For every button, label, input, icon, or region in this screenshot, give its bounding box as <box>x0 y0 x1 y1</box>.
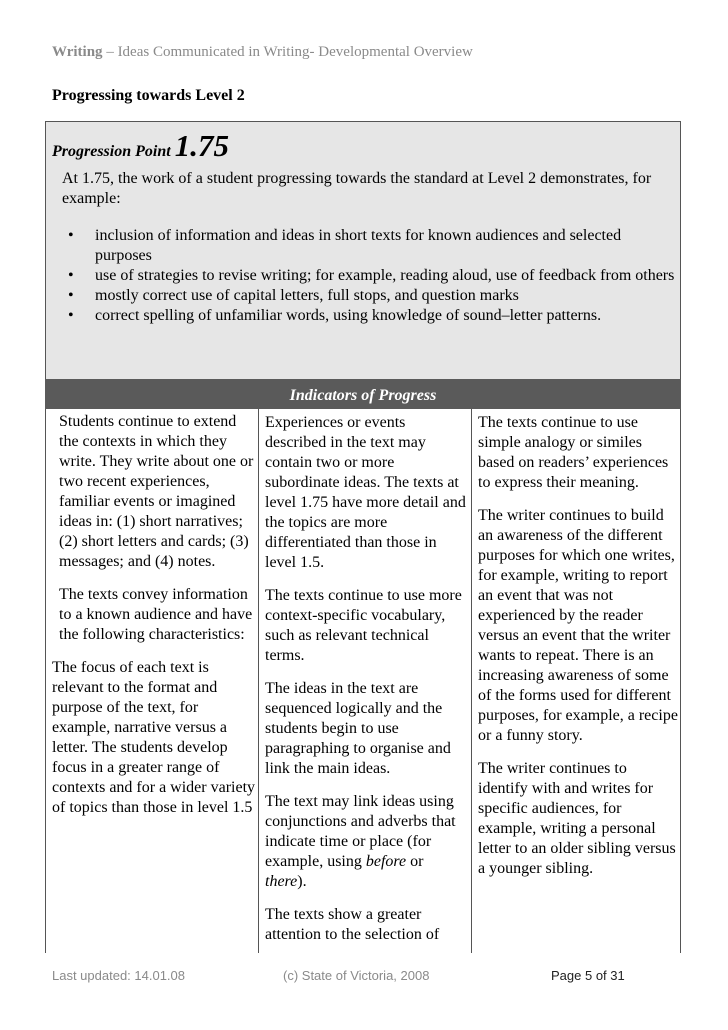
progression-point-label: Progression Point <box>52 143 175 160</box>
paragraph: The writer continues to build an awareness of the different purposes for which one writes, for example, writing to report an event that was not experienced by the reader versus an event that the writer wants to repeat. There is an increasing awareness of some of the forms used for different purposes, for example, a recipe or a funny story. <box>478 507 678 744</box>
list-item: • mostly correct use of capital letters, full stops, and question marks <box>68 287 519 304</box>
paragraph: Experiences or events described in the text may contain two or more subordinate ideas. The texts at level 1.75 have more detail and the topics are more differentiated than those in level 1.5. <box>265 414 466 571</box>
paragraph: The focus of each text is relevant to the format and purpose of the text, for example, narrative versus a letter. The students develop focus in a greater range of contexts and for a wider variety of topics than those in level 1.5 <box>52 659 256 816</box>
progression-bullet-list <box>68 226 678 326</box>
column-divider <box>258 409 259 953</box>
indicators-header: Indicators of Progress <box>45 379 681 409</box>
progression-point-box <box>45 121 681 379</box>
column-divider <box>471 409 472 953</box>
paragraph: The text may link ideas using conjunctions and adverbs that indicate time or place (for example, using before or there). <box>265 793 456 890</box>
header-subject: Writing <box>52 44 103 60</box>
progression-point-title <box>52 128 229 164</box>
indicators-column-2 <box>265 413 469 958</box>
footer-page-number: Page 5 of 31 <box>551 968 625 983</box>
footer-copyright: (c) State of Victoria, 2008 <box>283 968 430 983</box>
page-heading: Progressing towards Level 2 <box>52 87 245 104</box>
indicators-column-1 <box>52 412 256 831</box>
paragraph: The texts convey information to a known audience and have the following characteristics: <box>59 586 253 643</box>
footer-updated: Last updated: 14.01.08 <box>52 968 186 983</box>
list-item: • inclusion of information and ideas in short texts for known audiences and selected purposes <box>68 227 622 264</box>
bullet-icon: • <box>68 307 74 324</box>
bullet-icon: • <box>68 227 74 244</box>
progression-intro: At 1.75, the work of a student progressing towards the standard at Level 2 demonstrates, for example: <box>62 170 652 207</box>
paragraph: The writer continues to identify with and writes for specific audiences, for example, writing a personal letter to an older sibling versus a younger sibling. <box>478 760 676 877</box>
paragraph: The texts continue to use simple analogy or similes based on readers’ experiences to express their meaning. <box>478 414 669 491</box>
document-header <box>52 44 473 61</box>
paragraph: The ideas in the text are sequenced logically and the students begin to use paragraphing to organise and link the main ideas. <box>265 680 451 777</box>
indicators-column-3 <box>478 413 678 892</box>
list-item: • use of strategies to revise writing; for example, reading aloud, use of feedback from others <box>68 267 675 284</box>
progression-point-number: 1.75 <box>174 128 229 163</box>
header-rest: – Ideas Communicated in Writing- Developmental Overview <box>102 44 473 60</box>
paragraph: The texts show a greater attention to the selection of <box>265 906 440 943</box>
bullet-icon: • <box>68 267 74 284</box>
paragraph: Students continue to extend the contexts in which they write. They write about one or two recent experiences, familiar events or imagined ideas in: (1) short narratives; (2) short letters and cards; (3) messages; and (4) notes. <box>59 413 254 570</box>
bullet-icon: • <box>68 287 74 304</box>
paragraph: The texts continue to use more context-specific vocabulary, such as relevant technical terms. <box>265 587 462 664</box>
list-item: • correct spelling of unfamiliar words, using knowledge of sound–letter patterns. <box>68 307 602 324</box>
